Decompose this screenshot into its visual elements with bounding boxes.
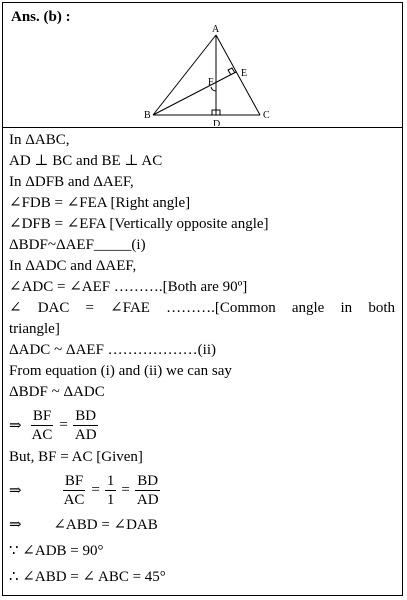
line-5: ∠DFB = ∠EFA [Vertically opposite angle]	[9, 216, 269, 232]
line-7: In ΔADC and ΔAEF,	[9, 258, 137, 274]
line-6: ΔBDF~ΔAEF_____(i)	[9, 237, 146, 253]
line-16: ∴ ∠ABD = ∠ ABC = 45°	[9, 569, 166, 585]
line-11: From equation (i) and (ii) we can say	[9, 363, 232, 379]
line-12: ΔBDF ~ ΔADC	[9, 384, 105, 400]
implies-symbol: ⇒	[9, 417, 22, 434]
fraction: $\frac{BF}{AC}$	[63, 472, 85, 508]
side-ab	[153, 35, 216, 115]
fraction: $\frac{BD}{AD}$	[74, 407, 97, 443]
line-8: ∠ADC = ∠AEF ……….[Both are 90º]	[9, 279, 248, 295]
line-13: But, BF = AC [Given]	[9, 449, 143, 465]
solution-text	[9, 130, 395, 590]
fraction: $\frac{BD}{AD}$	[136, 472, 159, 508]
line-1: In ΔABC,	[9, 132, 70, 148]
label-c: C	[263, 110, 270, 121]
side-ac	[216, 35, 260, 115]
fraction: $\frac{1}{1}$	[106, 472, 115, 508]
equation-2: ⇒ $\frac{BF}{AC}$ = $\frac{1}{1}$ = $\frac{BD}{AD}$	[9, 472, 159, 508]
line-10: ΔADC ~ ΔAEF ………………(ii)	[9, 342, 216, 358]
line-14: ⇒ ∠ABD = ∠DAB	[9, 517, 158, 533]
label-f: F	[208, 77, 214, 88]
altitude-be	[153, 72, 236, 115]
figure-section	[3, 3, 402, 128]
label-d: D	[213, 119, 221, 126]
implies-symbol: ⇒	[9, 482, 22, 499]
line-9b: triangle]	[9, 321, 60, 337]
line-2: AD ⊥ BC and BE ⊥ AC	[9, 153, 163, 169]
equation-1: ⇒ $\frac{BF}{AC}$ = $\frac{BD}{AD}$	[9, 407, 97, 443]
label-a: A	[212, 24, 220, 35]
answer-header: Ans. (b) :	[11, 9, 71, 25]
label-b: B	[144, 110, 151, 121]
line-3: In ΔDFB and ΔAEF,	[9, 174, 134, 190]
line-15: ∵ ∠ADB = 90°	[9, 543, 104, 559]
line-9a: ∠ DAC = ∠FAE ……….[Common angle in both	[9, 300, 395, 316]
triangle-figure	[3, 3, 402, 126]
label-e: E	[241, 68, 248, 79]
fraction: $\frac{BF}{AC}$	[31, 407, 53, 443]
line-4: ∠FDB = ∠FEA [Right angle]	[9, 195, 191, 211]
